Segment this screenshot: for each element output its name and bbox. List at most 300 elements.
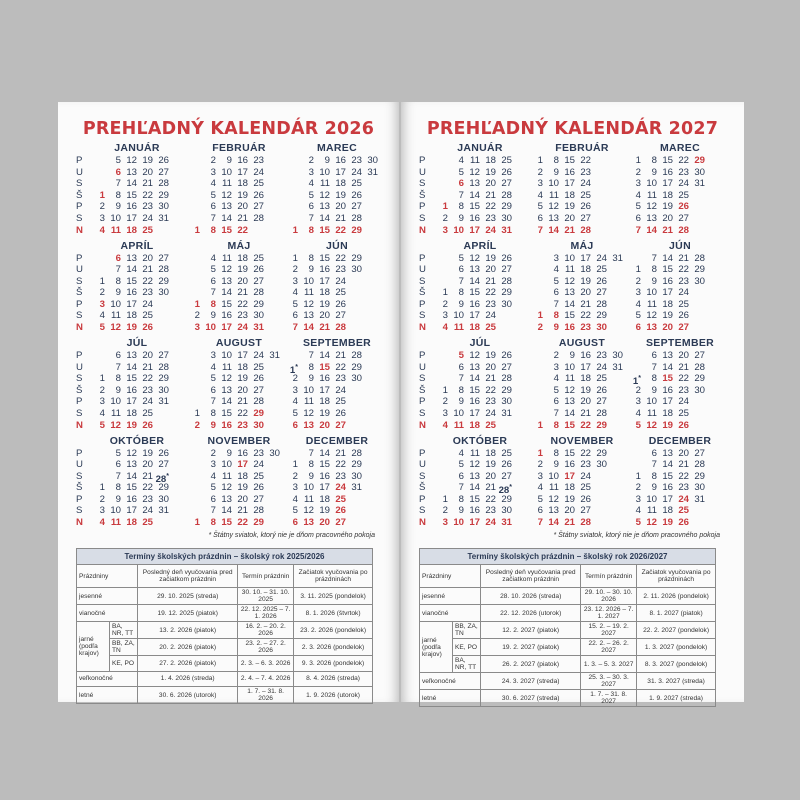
day-cell: 21: [662, 224, 673, 236]
day-cell: 8: [115, 189, 121, 201]
day-cell: 1: [292, 459, 298, 471]
day-cell: [363, 482, 379, 494]
day-cell: [90, 155, 106, 167]
day-cell: 16: [564, 166, 575, 178]
day-cell: 25: [678, 189, 689, 201]
day-cell: [170, 276, 186, 288]
day-cell: 5: [115, 155, 121, 166]
day-cell: [608, 373, 624, 385]
term-cell: 25. 3. – 30. 3. 2027: [581, 673, 637, 690]
day-cell: 24: [142, 212, 153, 224]
day-cell: 8: [553, 419, 559, 431]
day-cell: 1: [292, 252, 298, 264]
day-cell: [265, 494, 281, 506]
day-cell: 31: [612, 361, 623, 373]
day-cell: 4: [99, 517, 105, 529]
day-cell: 10: [303, 275, 314, 287]
day-cell: 7: [308, 350, 314, 361]
day-cell: 2: [635, 166, 641, 178]
day-cell: 13: [548, 212, 559, 224]
day-cell: 5: [210, 189, 216, 201]
day-cell: 1: [99, 482, 105, 494]
day-cell: 11: [647, 189, 657, 201]
day-cell: 9: [651, 384, 657, 396]
day-cell: 5: [635, 201, 641, 213]
day-cell: [433, 190, 449, 202]
day-cell: 19: [335, 189, 346, 201]
day-cell: 27: [335, 419, 346, 431]
holiday-name: veľkonočné: [420, 673, 481, 690]
day-cell: 30: [501, 298, 512, 310]
day-cell: 24: [335, 482, 346, 494]
day-cell: 2: [99, 201, 105, 213]
day-cell: 6: [115, 166, 121, 178]
day-cell: [170, 396, 186, 408]
day-cell: [592, 213, 608, 225]
day-cell: 29: [253, 407, 264, 419]
weekday-label: U: [419, 459, 426, 471]
day-cell: [170, 322, 186, 334]
day-cell: 21: [485, 275, 496, 287]
region-cell: KE, PO: [110, 656, 138, 672]
day-cell: 29: [351, 252, 362, 264]
day-cell: [706, 322, 722, 334]
day-cell: 10: [646, 493, 657, 505]
day-cell: 12: [319, 189, 330, 201]
day-cell: 4: [99, 310, 105, 322]
day-cell: 27: [335, 310, 346, 322]
day-cell: 19: [662, 419, 673, 431]
day-cell: [283, 350, 299, 362]
weekday-label: P: [76, 493, 83, 505]
day-cell: 10: [110, 396, 121, 408]
day-cell: 12: [469, 166, 480, 178]
day-cell: [608, 225, 624, 237]
day-cell: 26: [596, 384, 607, 396]
day-cell: 28: [335, 322, 346, 334]
day-cell: 3: [553, 252, 559, 264]
month-block: [528, 240, 636, 334]
day-cell: 12: [303, 298, 314, 310]
day-cell: [185, 287, 201, 299]
day-cell: 23: [580, 322, 591, 334]
day-cell: 12: [221, 482, 232, 494]
day-cell: 12: [126, 155, 137, 166]
day-cell: [363, 420, 379, 432]
holiday-footnote: * Štátny sviatok, ktorý nie je dňom pracovného pokoja: [208, 532, 375, 539]
day-cell: 2: [635, 482, 641, 494]
day-cell: [265, 225, 281, 237]
day-cell: 26: [678, 517, 689, 529]
day-cell: 1: [99, 275, 105, 287]
day-cell: 20: [485, 361, 496, 373]
table-row: [420, 656, 716, 673]
day-cell: [363, 264, 379, 276]
day-cell: 26: [580, 493, 591, 505]
day-cell: 6: [115, 459, 121, 471]
day-cell: [690, 299, 706, 311]
day-cell: [283, 201, 299, 213]
month-days: [185, 155, 293, 236]
day-cell: 30: [694, 384, 705, 396]
month-days: [626, 350, 734, 431]
day-cell: 19: [126, 322, 137, 334]
day-cell: [170, 287, 186, 299]
day-cell: 19: [237, 373, 248, 385]
month-name: JANUÁR: [114, 142, 160, 154]
weekday-label: P: [419, 155, 426, 166]
day-cell: 27: [580, 212, 591, 224]
day-cell: 18: [319, 287, 330, 299]
month-name: JANUÁR: [457, 142, 503, 154]
day-cell: 23: [335, 373, 346, 385]
day-cell: 29: [694, 264, 705, 276]
day-cell: [170, 253, 186, 265]
month-name: OKTÓBER: [452, 434, 508, 447]
term-cell: 1. 7. – 31. 8. 2026: [238, 687, 294, 704]
day-cell: [283, 167, 299, 179]
day-cell: 2: [537, 459, 543, 471]
day-cell: [706, 385, 722, 397]
day-cell: 19: [319, 407, 330, 419]
day-cell: 13: [469, 361, 480, 373]
day-cell: 14: [303, 322, 314, 334]
day-cell: 4: [553, 373, 559, 385]
day-cell: 15: [319, 361, 330, 373]
weekday-label: S: [76, 470, 83, 482]
day-cell: 16: [564, 459, 575, 471]
day-cell: 26: [335, 298, 346, 310]
day-cell: 4: [442, 322, 448, 334]
table-row: [420, 588, 716, 605]
day-cell: 10: [646, 287, 657, 299]
weekday-label: Š: [76, 287, 83, 299]
weekday-label: P: [419, 298, 426, 310]
day-cell: 13: [662, 350, 673, 361]
day-cell: 3: [635, 287, 641, 299]
day-cell: [170, 482, 186, 494]
day-cell: 22: [485, 384, 496, 396]
day-cell: 18: [237, 252, 248, 264]
day-cell: 18: [469, 419, 480, 431]
day-cell: 23: [142, 384, 153, 396]
day-cell: 20: [319, 310, 330, 322]
day-cell: 9: [651, 166, 657, 178]
day-cell: 15: [662, 155, 673, 166]
day-cell: 24: [485, 224, 496, 236]
weekday-label: U: [76, 166, 83, 178]
day-cell: 12: [646, 517, 657, 529]
day-cell: 15: [221, 517, 232, 529]
month-block: [283, 435, 391, 529]
day-cell: 19: [564, 493, 575, 505]
day-cell: 14: [662, 459, 673, 471]
day-cell: 28: [580, 517, 591, 529]
day-cell: 5: [458, 350, 464, 361]
day-cell: 14: [469, 482, 480, 494]
day-cell: 24: [596, 361, 607, 373]
weekday-label: S: [419, 275, 426, 287]
day-cell: 12: [548, 201, 559, 213]
day-cell: [626, 350, 642, 362]
day-cell: [513, 420, 529, 432]
day-cell: 7: [115, 178, 121, 190]
day-cell: 14: [221, 287, 232, 299]
day-cell: 20: [142, 350, 153, 361]
day-cell: 31: [501, 517, 512, 529]
day-cell: 27: [501, 361, 512, 373]
day-cell: 3: [292, 482, 298, 494]
table-title-row: [420, 549, 716, 565]
day-cell: 29: [253, 517, 264, 529]
day-cell: 9: [324, 155, 330, 166]
day-cell: 5: [115, 447, 121, 459]
day-cell: [608, 322, 624, 334]
day-cell: 17: [662, 493, 673, 505]
day-cell: 17: [126, 505, 137, 517]
weekday-label: Š: [419, 384, 426, 396]
day-cell: 3: [537, 470, 543, 482]
day-cell: 10: [548, 178, 559, 190]
day-cell: 20: [485, 178, 496, 190]
term-cell: 16. 2. – 20. 2. 2026: [238, 622, 294, 639]
weekday-label: N: [76, 224, 83, 236]
day-cell: 25: [142, 517, 153, 529]
day-cell: 10: [453, 407, 464, 419]
quarter-row: [76, 142, 376, 240]
day-cell: 2: [210, 447, 216, 459]
weekday-label: S: [419, 310, 426, 322]
table-row: [77, 588, 373, 605]
day-cell: 9: [458, 396, 464, 408]
start-day-cell: 22. 2. 2027 (pondelok): [637, 622, 716, 639]
day-cell: 19: [662, 201, 673, 213]
day-cell: 7: [458, 275, 464, 287]
day-cell: 18: [319, 493, 330, 505]
day-cell: 12: [548, 493, 559, 505]
day-cell: 30: [501, 212, 512, 224]
weekday-label: S: [76, 505, 83, 517]
day-cell: [265, 408, 281, 420]
day-cell: [513, 408, 529, 420]
day-cell: 24: [253, 350, 264, 361]
day-cell: 23: [253, 447, 264, 459]
day-cell: 2: [292, 470, 298, 482]
month-name: MAREC: [660, 142, 700, 154]
day-cell: 17: [662, 178, 673, 190]
day-cell: 27: [596, 287, 607, 299]
day-cell: [592, 225, 608, 237]
day-cell: 26: [678, 419, 689, 431]
day-cell: 9: [569, 350, 575, 361]
day-cell: [690, 322, 706, 334]
day-cell: 8: [553, 310, 559, 322]
day-cell: 26: [142, 419, 153, 431]
day-cell: 29: [596, 310, 607, 322]
day-cell: [497, 420, 513, 432]
day-cell: 27: [253, 201, 264, 213]
day-cell: 13: [221, 275, 232, 287]
month-days: [283, 253, 391, 334]
month-days: [419, 350, 527, 431]
day-cell: 30: [158, 384, 169, 396]
table-row: [77, 687, 373, 704]
day-cell: [363, 517, 379, 529]
day-cell: 7: [651, 361, 657, 373]
day-cell: 12: [564, 275, 575, 287]
day-cell: 29: [158, 482, 169, 494]
day-cell: [185, 482, 201, 494]
day-cell: 15: [126, 275, 137, 287]
day-cell: 8: [553, 155, 559, 166]
day-cell: 31: [253, 322, 264, 334]
day-cell: 21: [142, 264, 153, 276]
day-cell: 4: [99, 407, 105, 419]
day-cell: 25: [501, 155, 512, 166]
day-cell: 19: [237, 189, 248, 201]
month-name: JÚL: [126, 337, 148, 349]
day-cell: [497, 310, 513, 322]
day-cell: 13: [303, 310, 314, 322]
month-days: [419, 448, 527, 529]
day-cell: 28: [253, 287, 264, 299]
day-cell: 20: [678, 350, 689, 361]
last-day-cell: 19. 2. 2027 (piatok): [481, 639, 581, 656]
day-cell: [592, 505, 608, 517]
quarter-row: [419, 240, 719, 338]
day-cell: [706, 494, 722, 506]
month-name: DECEMBER: [648, 434, 712, 447]
month-days: [419, 253, 527, 334]
day-cell: 7: [308, 212, 314, 224]
weekday-label: S: [76, 178, 83, 190]
weekday-label: S: [419, 212, 426, 224]
day-cell: 19: [662, 310, 673, 322]
day-cell: 17: [580, 252, 591, 264]
day-cell: 17: [221, 322, 232, 334]
month-name: NOVEMBER: [207, 434, 271, 447]
day-cell: 12: [469, 350, 480, 361]
day-cell: 25: [485, 322, 496, 334]
day-cell: 22: [142, 373, 153, 385]
day-cell: 11: [647, 407, 657, 419]
day-cell: 10: [564, 252, 575, 264]
day-cell: [513, 253, 529, 265]
day-cell: 26: [253, 264, 264, 276]
day-cell: 29: [694, 470, 705, 482]
day-cell: 5: [553, 384, 559, 396]
day-cell: 26: [501, 459, 512, 471]
start-day-cell: 2. 3. 2026 (pondelok): [294, 639, 373, 656]
month-name: AUGUST: [558, 337, 606, 349]
day-cell: [513, 482, 529, 494]
day-cell: 29: [351, 361, 362, 373]
day-cell: [185, 213, 201, 225]
day-cell: 16: [469, 298, 480, 310]
day-cell: [90, 167, 106, 179]
day-cell: 13: [126, 350, 137, 361]
month-name: MAREC: [317, 142, 357, 154]
day-cell: 24: [485, 407, 496, 419]
day-cell: [363, 201, 379, 213]
day-cell: 16: [335, 155, 346, 166]
table-title: Termíny školských prázdnin – školský rok 2026/2027: [420, 549, 716, 565]
day-cell: 3: [210, 350, 216, 361]
day-cell: [363, 362, 379, 374]
day-cell: 2: [635, 275, 641, 287]
start-day-cell: 1. 3. 2027 (pondelok): [637, 639, 716, 656]
day-cell: 26: [335, 407, 346, 419]
day-cell: [347, 299, 363, 311]
day-cell: 9: [651, 482, 657, 494]
day-cell: 11: [647, 505, 657, 517]
day-cell: 11: [565, 264, 575, 276]
day-cell: 4: [292, 287, 298, 299]
day-cell: [497, 322, 513, 334]
day-cell: [170, 225, 186, 237]
day-cell: [363, 459, 379, 471]
day-cell: [608, 276, 624, 288]
day-cell: 17: [237, 166, 248, 178]
weekday-label: P: [76, 252, 83, 264]
day-cell: 1: [194, 224, 200, 236]
day-cell: 6: [537, 505, 543, 517]
day-cell: 9: [553, 322, 559, 334]
day-cell: 1*: [289, 363, 298, 376]
day-cell: 2: [292, 264, 298, 276]
day-cell: 19: [142, 447, 153, 459]
weekday-label: S: [76, 407, 83, 419]
day-cell: [433, 482, 449, 494]
day-cell: 14: [548, 517, 559, 529]
weekday-label: Š: [76, 482, 83, 494]
day-cell: 6: [292, 310, 298, 322]
day-cell: [170, 310, 186, 322]
day-cell: 27: [501, 178, 512, 190]
day-cell: 5: [99, 322, 105, 334]
day-cell: 9: [226, 155, 232, 166]
day-cell: 29: [158, 275, 169, 287]
start-day-cell: 1. 9. 2027 (streda): [637, 690, 716, 707]
day-cell: 21: [237, 212, 248, 224]
day-cell: 10: [453, 224, 464, 236]
day-cell: 17: [564, 178, 575, 190]
day-cell: 1: [194, 517, 200, 529]
day-cell: 27: [694, 447, 705, 459]
day-cell: [513, 276, 529, 288]
day-cell: 23: [335, 264, 346, 276]
weekday-label: P: [419, 447, 426, 459]
day-cell: 31: [694, 178, 705, 190]
day-cell: [265, 396, 281, 408]
day-cell: 6: [210, 493, 216, 505]
day-cell: [690, 420, 706, 432]
day-cell: 29: [694, 373, 705, 385]
day-cell: 27: [694, 350, 705, 361]
day-cell: [363, 471, 379, 483]
day-cell: 21: [485, 189, 496, 201]
term-cell: 23. 12. 2026 – 7. 1. 2027: [581, 605, 637, 622]
day-cell: 1: [194, 298, 200, 310]
day-cell: [433, 373, 449, 385]
day-cell: 14: [548, 224, 559, 236]
day-cell: 25: [142, 407, 153, 419]
day-cell: 22: [485, 493, 496, 505]
day-cell: [706, 350, 722, 362]
day-cell: 23: [237, 419, 248, 431]
day-cell: 3: [442, 407, 448, 419]
day-cell: [513, 178, 529, 190]
